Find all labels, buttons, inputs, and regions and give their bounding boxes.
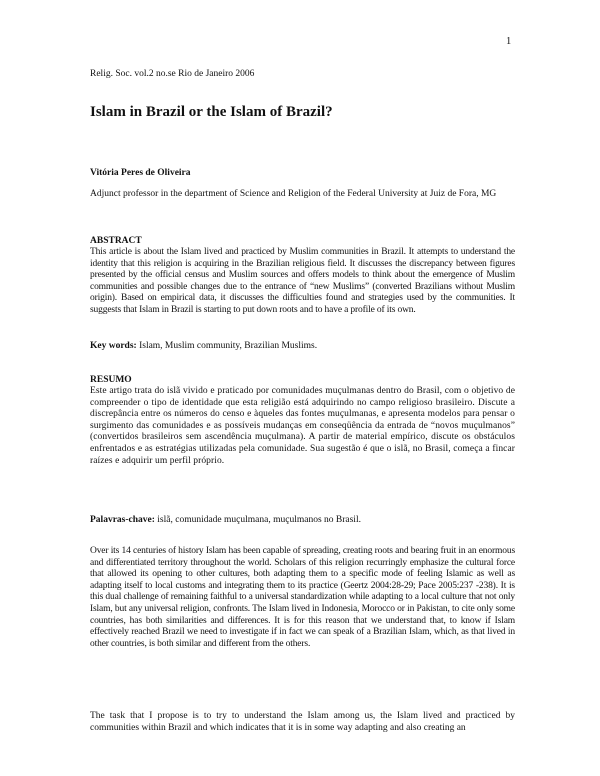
- resumo-text: Este artigo trata do islã vivido e praticado por comunidades muçulmanas dentro do Brasil, com o objetivo de compreender o tipo de identidade que esta religião está adquirindo no campo religioso brasileiro. Discute a discrepância entre os números do censo e àqueles das fontes muçulmanas, e apresenta modelos para pensar o surgimento das comunidades e as possíveis mudanças em conseqüência da entrada de “novos muçulmanos” (convertidos brasileiros sem ascendência muçulmana). A partir de material empírico, discute os obstáculos enfrentados e as estratégias utilizadas pela comunidade. Sua sugestão é que o islã, no Brasil, começa a fincar raízes e adquirir um perfil próprio.: [90, 386, 515, 466]
- body-paragraph-1: [90, 546, 515, 650]
- resumo-heading: RESUMO: [90, 375, 132, 385]
- keywords-label: Key words:: [90, 341, 137, 351]
- page-number: 1: [506, 36, 512, 47]
- palavras-chave-label: Palavras-chave:: [90, 515, 155, 525]
- author-name: Vitória Peres de Oliveira: [90, 168, 191, 178]
- author-affiliation: Adjunct professor in the department of Science and Religion of the Federal University at Juiz de Fora, MG: [90, 189, 497, 199]
- keywords-text: Islam, Muslim community, Brazilian Muslims.: [136, 341, 318, 351]
- body-paragraph-2: [90, 711, 515, 734]
- resumo-section: [90, 375, 515, 467]
- body-paragraph-1-text: Over its 14 centuries of history Islam has been capable of spreading, creating roots and bearing fruit in an enormous and differentiated territory throughout the world. Scholars of this religion recurringly emphasize the cultural force that allowed its opening to other cultures, both adapting them to a specific mode of feeling Islamic as well as adapting itself to local customs and integrating them to its practice (Geertz 2004:28-29; Pace 2005:237 -238). It is this dual challenge of remaining faithful to a universal standardization while adapting to a local culture that not only Islam, but any universal religion, confronts. The Islam lived in Indonesia, Morocco or in Pakistan, to cite only some countries, has both similarities and differences. It is for this reason that we understand that, to know if Islam effectively reached Brazil we need to investigate if in fact we can speak of a Brazilian Islam, which, as that lived in other countries, is both similar and different from the others.: [90, 546, 515, 649]
- keywords-english: [90, 341, 515, 353]
- abstract-section: [90, 236, 515, 317]
- article-title: Islam in Brazil or the Islam of Brazil?: [90, 104, 333, 120]
- abstract-heading: ABSTRACT: [90, 236, 142, 246]
- journal-reference: Relig. Soc. vol.2 no.se Rio de Janeiro 2006: [90, 69, 255, 79]
- palavras-chave-text: islã, comunidade muçulmana, muçulmanos no Brasil.: [154, 515, 361, 525]
- abstract-text: This article is about the Islam lived and practiced by Muslim communities in Brazil. It attempts to understand the identity that this religion is acquiring in the Brazilian religious field. It discusses the discrepancy between figures presented by the official census and Muslim sources and offers models to think about the emergence of Muslim communities and possible changes due to the entrance of “new Muslims” (converted Brazilians without Muslim origin). Based on empirical data, it discusses the difficulties found and strategies used by the communities. It suggests that Islam in Brazil is starting to put down roots and to have a profile of its own.: [90, 247, 515, 315]
- keywords-portuguese: [90, 515, 515, 527]
- body-paragraph-2-text: The task that I propose is to try to understand the Islam among us, the Islam lived and practiced by communities within Brazil and which indicates that it is in some way adapting and also creating an: [90, 711, 515, 733]
